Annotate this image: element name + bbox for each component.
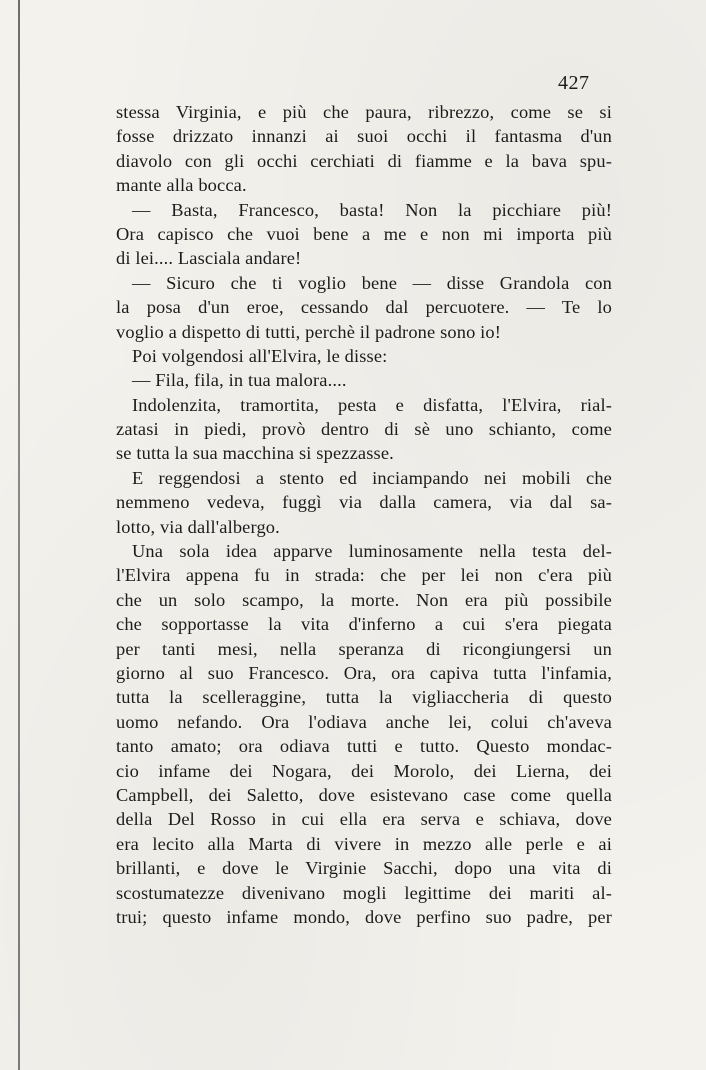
text-line: stessa Virginia, e più che paura, ribrezzo, come se si: [116, 102, 612, 122]
text-line: della Del Rosso in cui ella era serva e schiava, dove: [116, 809, 612, 830]
text-line: uomo nefando. Ora l'odiava anche lei, colui ch'aveva: [116, 711, 612, 732]
text-line: diavolo con gli occhi cerchiati di fiamme e la bava spu-: [116, 150, 612, 171]
text-line: cio infame dei Nogara, dei Morolo, dei Lierna, dei: [116, 760, 612, 781]
text-line: trui; questo infame mondo, dove perfino suo padre, per: [116, 906, 612, 927]
text-line: nemmeno vedeva, fuggì via dalla camera, via dal sa-: [116, 492, 612, 513]
text-line: per tanti mesi, nella speranza di ricongiungersi un: [116, 638, 612, 659]
text-line: Campbell, dei Saletto, dove esistevano case come quella: [116, 784, 612, 805]
text-line: se tutta la sua macchina si spezzasse.: [116, 443, 394, 464]
text-line: che un solo scampo, la morte. Non era più possibile: [116, 589, 612, 610]
text-line: E reggendosi a stento ed inciampando nei mobili che: [132, 467, 612, 488]
text-line: Indolenzita, tramortita, pesta e disfatta, l'Elvira, rial-: [132, 394, 612, 415]
text-line: scostumatezze divenivano mogli legittime dei mariti al-: [116, 882, 612, 903]
body-text: [116, 100, 612, 929]
text-line: di lei.... Lasciala andare!: [116, 248, 302, 269]
text-line: giorno al suo Francesco. Ora, ora capiva tutta l'infamia,: [116, 662, 612, 683]
text-line: Poi volgendosi all'Elvira, le disse:: [132, 345, 388, 366]
text-line: la posa d'un eroe, cessando dal percuotere. — Te lo: [116, 297, 612, 318]
text-line: tanto amato; ora odiava tutti e tutto. Questo mondac-: [116, 736, 612, 757]
text-line: mante alla bocca.: [116, 175, 247, 196]
text-line: tutta la scelleraggine, tutta la vigliaccheria di questo: [116, 687, 612, 708]
text-line: — Sicuro che ti voglio bene — disse Grandola con: [132, 272, 612, 293]
text-line: fosse drizzato innanzi ai suoi occhi il fantasma d'un: [116, 126, 612, 147]
text-line: — Fila, fila, in tua malora....: [132, 370, 347, 391]
text-line: Ora capisco che vuoi bene a me e non mi importa più: [116, 223, 612, 244]
text-line: — Basta, Francesco, basta! Non la picchiare più!: [132, 199, 612, 220]
text-line: che sopportasse la vita d'inferno a cui s'era piegata: [116, 614, 612, 635]
text-line: Una sola idea apparve luminosamente nella testa del-: [132, 541, 612, 562]
text-line: era lecito alla Marta di vivere in mezzo alle perle e ai: [116, 833, 612, 854]
text-line: voglio a dispetto di tutti, perchè il padrone sono io!: [116, 321, 502, 342]
page-binding-edge: [18, 0, 20, 1070]
page-number: 427: [558, 72, 590, 94]
text-line: l'Elvira appena fu in strada: che per lei non c'era più: [116, 565, 612, 586]
text-line: brillanti, e dove le Virginie Sacchi, dopo una vita di: [116, 858, 612, 879]
text-line: lotto, via dall'albergo.: [116, 516, 280, 537]
text-line: zatasi in piedi, provò dentro di sè uno schianto, come: [116, 419, 612, 440]
